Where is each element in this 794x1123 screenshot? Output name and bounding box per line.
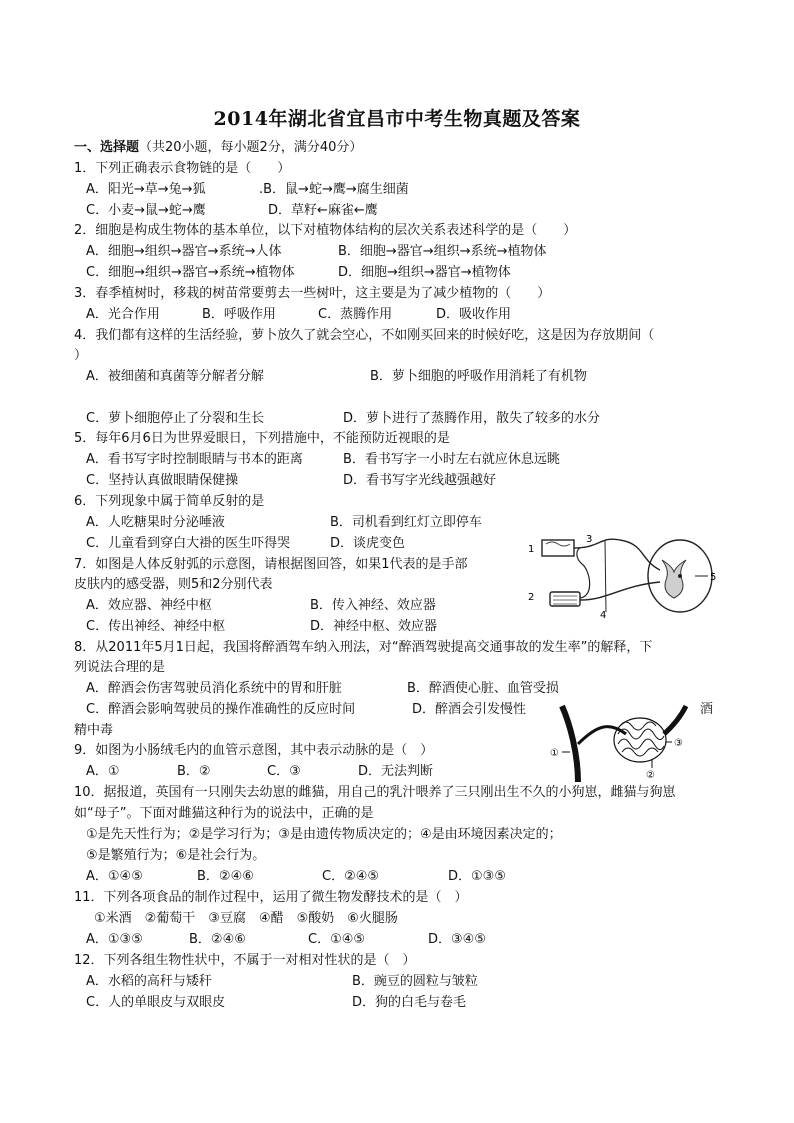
question-11-option-a: A．①③⑤ [86, 932, 143, 947]
question-10-option-a: A．①④⑤ [86, 869, 143, 884]
question-6-option-c: C．儿童看到穿白大褂的医生吓得哭 [86, 536, 291, 551]
section-heading [74, 139, 362, 157]
question-11-option-b: B．②④⑥ [189, 932, 246, 947]
question-4-option-a: A．被细菌和真菌等分解者分解 [86, 369, 264, 384]
question-10-stem-continued: 如“母子”。下面对雌猫这种行为的说法中，正确的是 [74, 806, 374, 821]
question-12-option-d: D．狗的白毛与卷毛 [352, 995, 467, 1010]
question-1-option-b: .B．鼠→蛇→鹰→腐生细菌 [259, 182, 409, 197]
question-7-option-d: D．神经中枢、效应器 [310, 619, 438, 634]
question-11-option-d: D．③④⑤ [428, 932, 486, 947]
question-7-option-c: C．传出神经、神经中枢 [86, 619, 226, 634]
question-8-stem-continued: 列说法合理的是 [74, 660, 166, 675]
question-8-option-d: D．醉酒会引发慢性 [412, 702, 527, 717]
question-4-option-c: C．萝卜细胞停止了分裂和生长 [86, 411, 265, 426]
question-4-option-b: B．萝卜细胞的呼吸作用消耗了有机物 [370, 369, 587, 384]
villus-vessel-figure [548, 704, 698, 782]
question-1-option-d: D．草籽←麻雀←鹰 [268, 203, 378, 218]
capillary-loops [618, 722, 664, 756]
question-8-option-a: A．醉酒会伤害驾驶员消化系统中的胃和肝脏 [86, 681, 342, 696]
question-3-option-c: C．蒸腾作用 [318, 307, 393, 322]
question-3-option-b: B．呼吸作用 [202, 307, 276, 322]
question-2-option-c: C．细胞→组织→器官→系统→植物体 [86, 265, 295, 280]
question-12-stem: 12．下列各组生物性状中，不属于一对相对性状的是（ ） [74, 953, 416, 968]
question-10-stem: 10．据报道，英国有一只刚失去幼崽的雌猫，用自己的乳汁喂养了三只刚出生不久的小狗崽，雌猫与狗崽 [74, 785, 676, 800]
villus-label-3: ③ [674, 738, 683, 749]
section-heading-note: （共20小题，每小题2分，满分40分） [139, 140, 363, 155]
question-12-option-a: A．水稻的高秆与矮秆 [86, 974, 212, 989]
figure-label-5: 5 [710, 572, 717, 583]
question-8-option-b: B．醉酒使心脏、血管受损 [407, 681, 559, 696]
question-5-option-a: A．看书写字时控制眼睛与书本的距离 [86, 452, 303, 467]
question-5-option-c: C．坚持认真做眼睛保健操 [86, 473, 239, 488]
question-1-option-a: A．阳光→草→兔→狐 [86, 182, 206, 197]
label-pointer-4 [605, 540, 606, 612]
question-7-option-a: A．效应器、神经中枢 [86, 598, 212, 613]
question-2-option-b: B．细胞→器官→组织→系统→植物体 [338, 244, 547, 259]
question-3-option-d: D．吸收作用 [436, 307, 512, 322]
efferent-nerve-upper [577, 548, 590, 598]
question-2-option-a: A．细胞→组织→器官→系统→人体 [86, 244, 282, 259]
question-4-option-d: D．萝卜进行了蒸腾作用，散失了较多的水分 [343, 411, 601, 426]
question-9-stem: 9．如图为小肠绒毛内的血管示意图，其中表示动脉的是（ ） [74, 743, 434, 758]
central-canal [678, 574, 682, 578]
question-12-option-b: B．豌豆的圆粒与皱粒 [352, 974, 478, 989]
question-3-stem: 3．春季植树时，移栽的树苗常要剪去一些树叶，这主要是为了减少植物的（ ） [74, 286, 551, 301]
question-2-option-d: D．细胞→组织→器官→植物体 [338, 265, 511, 280]
vessel-branch [578, 727, 626, 744]
question-1-option-c: C．小麦→鼠→蛇→鹰 [86, 203, 206, 218]
page-title: 2014年湖北省宜昌市中考生物真题及答案 [213, 108, 581, 130]
question-3-option-a: A．光合作用 [86, 307, 160, 322]
question-9-option-a: A．① [86, 764, 120, 779]
question-12-option-c: C．人的单眼皮与双眼皮 [86, 995, 226, 1010]
villus-label-2: ② [646, 770, 655, 781]
question-4-stem: 4．我们都有这样的生活经验，萝卜放久了就会空心，不如刚买回来的时候好吃，这是因为存放期间（ [74, 328, 655, 343]
question-9-option-b: B．② [177, 764, 211, 779]
reflex-arc-figure [520, 530, 720, 620]
figure-label-1: 1 [528, 544, 535, 555]
question-11-option-c: C．①④⑤ [308, 932, 366, 947]
vessel-3 [664, 706, 686, 734]
villus-label-1: ① [550, 748, 559, 759]
question-7-stem-continued: 皮肤内的感受器，则5和2分别代表 [74, 577, 273, 592]
receptor-texture [546, 542, 570, 546]
question-11-stem: 11．下列各项食品的制作过程中，运用了微生物发酵技术的是（ ） [74, 890, 468, 905]
question-9-option-c: C．③ [267, 764, 301, 779]
question-10-statements-2: ⑤是繁殖行为；⑥是社会行为。 [86, 848, 266, 863]
question-6-option-b: B．司机看到红灯立即停车 [330, 515, 482, 530]
question-2-stem: 2．细胞是构成生物体的基本单位，以下对植物体结构的层次关系表述科学的是（ ） [74, 223, 577, 238]
gray-matter [662, 560, 686, 598]
question-11-foods: ①米酒 ②葡萄干 ③豆腐 ④醋 ⑤酸奶 ⑥火腿肠 [94, 911, 398, 926]
section-heading-label: 一、选择题 [74, 140, 140, 155]
question-5-option-b: B．看书写字一小时左右就应休息远眺 [343, 452, 560, 467]
question-7-option-b: B．传入神经、效应器 [310, 598, 436, 613]
effector-texture [553, 596, 577, 604]
question-1-stem: 1．下列正确表示食物链的是（ ） [74, 161, 291, 176]
question-8-option-d-tail: 酒 [700, 702, 714, 717]
question-10-option-b: B．②④⑥ [197, 869, 254, 884]
question-5-stem: 5．每年6月6日为世界爱眼日，下列措施中，不能预防近视眼的是 [74, 431, 450, 446]
question-8-option-d-continued: 精中毒 [74, 723, 114, 738]
question-6-option-d: D．谈虎变色 [330, 536, 406, 551]
figure-label-4: 4 [600, 610, 607, 620]
question-7-stem: 7．如图是人体反射弧的示意图，请根据图回答，如果1代表的是手部 [74, 557, 468, 572]
question-8-stem: 8．从2011年5月1日起，我国将醉酒驾车纳入刑法，对“醉酒驾驶提高交通事故的发生率”的解释，下 [74, 640, 653, 655]
figure-label-3: 3 [586, 534, 593, 545]
receptor-shape [542, 540, 574, 556]
figure-label-2: 2 [528, 592, 535, 603]
question-8-option-c: C．醉酒会影响驾驶员的操作准确性的反应时间 [86, 702, 356, 717]
question-6-option-a: A．人吃糖果时分泌唾液 [86, 515, 225, 530]
question-10-option-d: D．①③⑤ [448, 869, 506, 884]
vessel-1 [562, 706, 578, 782]
question-6-stem: 6．下列现象中属于简单反射的是 [74, 494, 265, 509]
efferent-nerve [580, 582, 660, 600]
question-9-option-d: D．无法判断 [358, 764, 434, 779]
question-5-option-d: D．看书写字光线越强越好 [343, 473, 497, 488]
question-4-stem-continued: ） [74, 348, 88, 363]
question-10-option-c: C．②④⑤ [322, 869, 380, 884]
question-10-statements-1: ①是先天性行为；②是学习行为；③是由遗传物质决定的；④是由环境因素决定的； [86, 827, 562, 842]
